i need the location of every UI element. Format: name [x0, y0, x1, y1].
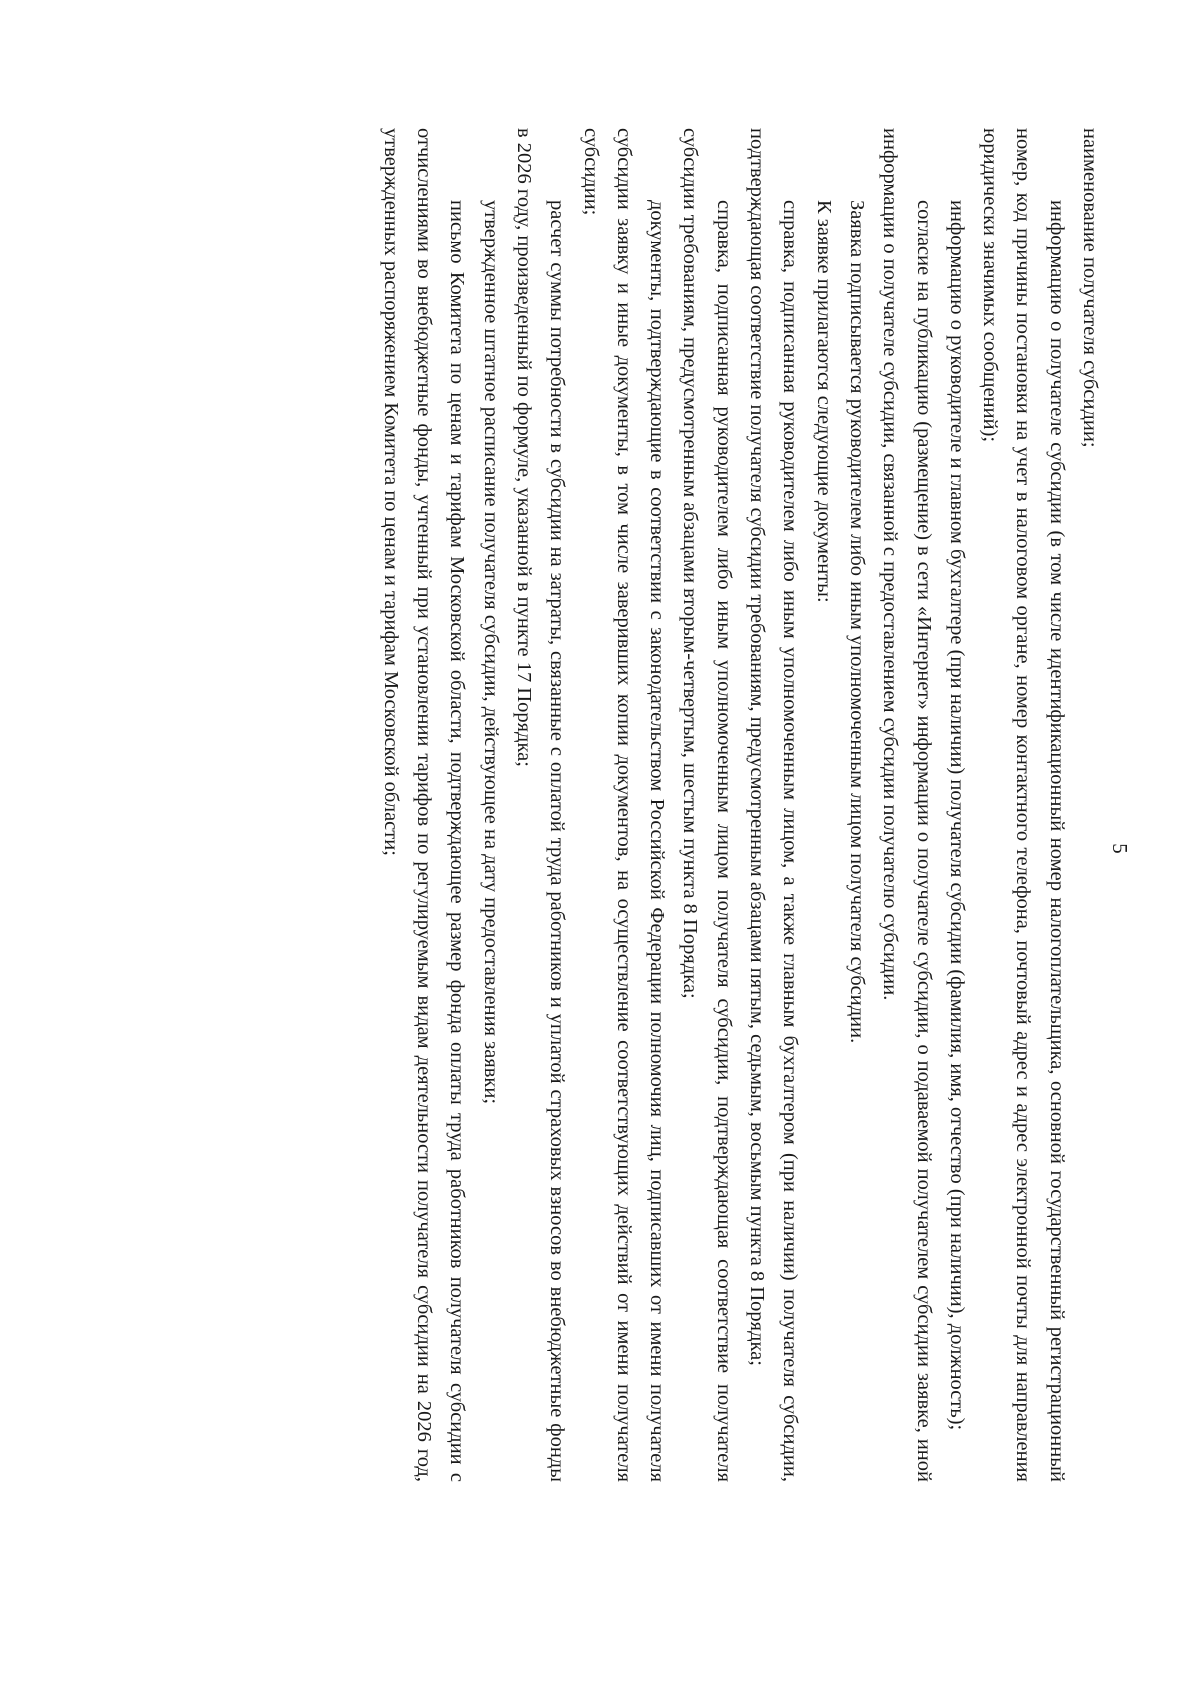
page-number: 5 [1108, 843, 1132, 854]
paragraph-certificate-2: справка, подписанная руководителем либо иным уполномоченным лицом получателя субсидии, подтверждающая соответствие получателя субсидии требованиям, предусмотренным абзацами вторым-четвертым, шестым пункта 8 Порядка; [679, 128, 735, 1482]
paragraph-attached-documents-intro: К заявке прилагаются следующие документы: [812, 200, 835, 603]
paragraph-subsidy-calculation: расчет суммы потребности в субсидии на затраты, связанные с оплатой труда работников и уплатой страховых взносов во внебюджетные фонды в 2026 году, произведенный по формуле, указанной в пункте 17 Порядка; [512, 128, 569, 1482]
document-body [373, 128, 1106, 1482]
paragraph-certificate-1: справка, подписанная руководителем либо иным уполномоченным лицом, а также главным бухгалтером (при наличии) получателя субсидии, подтверждающая соответствие получателя субсидии требованиям, предусмотренным абзацами пятым, седьмым, восьмым пункта 8 Порядка; [746, 128, 802, 1482]
paragraph-authority-documents: документы, подтверждающие в соответствии с законодательством Российской Федерации полномочия лиц, подписавших от имени получателя субсидии заявку и иные документы, в том числе заверивших копии документов, на осуществление соответствующих действий от имени получателя субсидии; [579, 128, 669, 1482]
paragraph-application-signature: Заявка подписывается руководителем либо иным уполномоченным лицом получателя субсидии. [845, 200, 868, 1044]
paragraph-staff-schedule: утвержденное штатное расписание получателя субсидии, действующее на дату предоставления заявки; [479, 200, 502, 1105]
paragraph-head-accountant-info: информацию о руководителе и главном бухгалтере (при наличии) получателя субсидии (фамилия, имя, отчество (при наличии), должность); [945, 200, 968, 1431]
paragraph-recipient-name: наименование получателя субсидии; [1079, 128, 1101, 448]
paragraph-publication-consent: согласие на публикацию (размещение) в сети «Интернет» информации о получателе субсидии, о подаваемой получателем субсидии заявке, иной информации о получателе субсидии, связанной с предоставлением субсидии получателю субсидии. [879, 128, 935, 1482]
paragraph-tariff-committee-letter: письмо Комитета по ценам и тарифам Московской области, подтверждающее размер фонда оплаты труда работников получателя субсидии с отчислениями во внебюджетные фонды, учтенный при установлении тарифов по регулируемым видам деятельности получателя субсидии на 2026 год, утвержденных распоряжением Комитета по ценам и тарифам Московской области; [379, 128, 469, 1482]
paragraph-recipient-info: информацию о получателе субсидии (в том числе идентификационный номер налогоплательщика, основной государственный регистрационный номер, код причины постановки на учет в налоговом органе, номер контактного телефона, почтовый адрес и адрес электронной почты для направления юридически значимых сообщений); [979, 128, 1068, 1482]
